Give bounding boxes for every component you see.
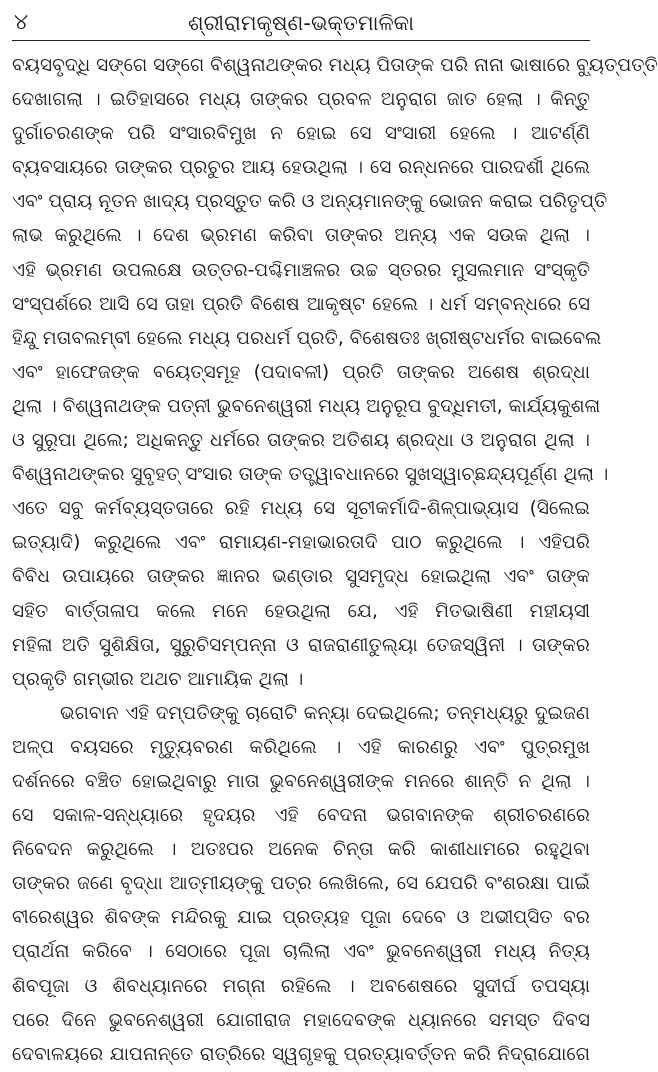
text-line: ଦୁର୍ଗାଚରଣଙ୍କ ପରି ସଂସାରବିମୁଖ ନ ହୋଇ ସେ ସଂସାରୀ ହେଲେ । ଆଟର୍ଣ୍ଣି — [12, 123, 590, 145]
text-line: ନିବେଦନ କରୁଥିଲେ । ଅତଃପର ଅନେକ ଚିନ୍ତା କରି କାଶୀଧାମରେ ରହୁଥିବା — [12, 839, 590, 861]
text-line: ଏବଂ ହାଫେଜଙ୍କ ବୟେତ୍‌ସମୂହ (ପଦାବଳୀ) ପ୍ରତି ତାଙ୍କର ଅଶେଷ ଶ୍ରଦ୍ଧା — [12, 361, 590, 383]
text-line: ଏତେ ସବୁ କର୍ମବ୍ୟସ୍ତତାରେ ରହି ମଧ୍ୟ ସେ ସୂଚୀକର୍ମାଦି-ଶିଳ୍ପାଭ୍ୟାସ (ସିଲେଇ — [12, 498, 590, 520]
text-line: ବିବିଧ ଉପାୟରେ ତାଙ୍କର ଜ୍ଞାନର ଭଣ୍ଡାର ସୁସମୃଦ୍ଧ ହୋଇଥିଲା ଏବଂ ତାଙ୍କ — [12, 566, 590, 588]
text-line: ପରେ ଦିନେ ଭୁବନେଶ୍ୱରୀ ଯୋଗୀରାଜ ମହାଦେବଙ୍କ ଧ୍ୟାନରେ ସମସ୍ତ ଦିବସ — [12, 1009, 590, 1031]
text-line: ମହିଳା ଅତି ସୁଶିକ୍ଷିତା, ସୁରୁଚିସମ୍ପନ୍ନା ଓ ରାଜରାଣୀତୁଲ୍ୟା ତେଜସ୍ୱିନୀ । ତାଙ୍କର — [12, 634, 590, 656]
text-line: ସହିତ ବାର୍ତ୍ତାଳାପ କଲେ ମନେ ହେଉଥିଲା ଯେ, ଏହି ମିତଭାଷିଣୀ ମହୀୟସୀ — [12, 600, 590, 622]
text-line: ପ୍ରାର୍ଥନା କରିବେ । ସେଠାରେ ପୂଜା ଚାଲିଲା ଏବଂ ଭୁବନେଶ୍ୱରୀ ମଧ୍ୟ ନିତ୍ୟ — [12, 941, 590, 963]
text-line: ଲାଭ କରୁଥିଲେ । ଦେଶ ଭ୍ରମଣ କରିବା ତାଙ୍କର ଅନ୍ୟ ଏକ ସଉକ ଥିଲା । — [12, 225, 590, 247]
text-line: ବୟସବୃଦ୍ଧି ସଙ୍ଗେ ସଙ୍ଗେ ବିଶ୍ୱନାଥଙ୍କର ମଧ୍ୟ ପିତାଙ୍କ ପରି ନାନା ଭାଷାରେ ବ୍ୟୁତ୍ପତ୍ତି — [12, 55, 658, 76]
text-line: ସଂସ୍ପର୍ଶରେ ଆସି ସେ ତାହା ପ୍ରତି ବିଶେଷ ଆକୃଷ୍ଟ ହେଲେ । ଧର୍ମ ସମ୍ବନ୍ଧରେ ସେ — [12, 293, 590, 315]
text-line: ଓ ସୁରୂପା ଥିଲେ; ଅଧିକନ୍ତୁ ଧର୍ମରେ ତାଙ୍କର ଅତିଶୟ ଶ୍ରଦ୍ଧା ଓ ଅନୁରାଗ ଥିଲା । — [12, 430, 590, 452]
text-line: ଥିଲା । ବିଶ୍ୱନାଥଙ୍କ ପତ୍ନୀ ଭୁବନେଶ୍ୱରୀ ମଧ୍ୟ ଅନୁରୂପ ବୁଦ୍ଧିମତୀ, କାର୍ଯ୍ୟକୁଶଳା — [12, 395, 601, 417]
text-line: ଶିବପୂଜା ଓ ଶିବଧ୍ୟାନରେ ମଗ୍ନା ରହିଲେ । ଅବଶେଷରେ ସୁଦୀର୍ଘ ତପସ୍ୟା — [12, 975, 590, 997]
text-line: ବ୍ୟବସାୟରେ ତାଙ୍କର ପ୍ରଚୁର ଆୟ ହେଉଥିଲା । ସେ ରନ୍ଧନରେ ପାରଦର୍ଶୀ ଥିଲେ — [12, 157, 590, 179]
text-line: ଏହି ଭ୍ରମଣ ଉପଲକ୍ଷେ ଉତ୍ତର-ପଶ୍ଚିମାଞ୍ଚଳର ଉଚ୍ଚ ସ୍ତରର ମୁସଲମାନ ସଂସ୍କୃତି — [12, 259, 590, 281]
text-line: ଦର୍ଶନରେ ବଞ୍ଚିତ ହୋଇଥିବାରୁ ମାତା ଭୁବନେଶ୍ୱରୀଙ୍କ ମନରେ ଶାନ୍ତି ନ ଥିଲା । — [12, 770, 590, 792]
text-line: ଦେଖାଗଲା । ଇତିହାସରେ ମଧ୍ୟ ତାଙ୍କର ପ୍ରବଳ ଅନୁରାଗ ଜାତ ହେଲା । କିନ୍ତୁ — [12, 89, 590, 111]
text-line: ସେ ସକାଳ-ସନ୍ଧ୍ୟାରେ ହୃଦୟର ଏହି ବେଦନା ଭଗବାନଙ୍କ ଶ୍ରୀଚରଣରେ — [12, 805, 590, 827]
text-line: ଇତ୍ୟାଦି) କରୁଥିଲେ ଏବଂ ରାମାୟଣ-ମହାଭାରତାଦି ପାଠ କରୁଥିଲେ । ଏହିପରି — [12, 532, 590, 554]
text-line: ତାଙ୍କର ଜଣେ ବୃଦ୍ଧା ଆତ୍ମୀୟଙ୍କୁ ପତ୍ର ଲେଖିଲେ, ସେ ଯେପରି ବଂଶରକ୍ଷା ପାଇଁ — [12, 873, 590, 895]
page-header — [12, 6, 590, 41]
running-title: ଶ୍ରୀରାମକୃଷ୍ଣ-ଭକ୍ତମାଳିକା — [188, 11, 414, 35]
text-line: ଅଳ୍ପ ବୟସରେ ମୃତ୍ୟୁବରଣ କରିଥିଲେ । ଏହି କାରଣରୁ ଏବଂ ପୁତ୍ରମୁଖ — [12, 736, 590, 758]
text-line: ବୀରେଶ୍ୱର ଶିବଙ୍କ ମନ୍ଦିରକୁ ଯାଇ ପ୍ରତ୍ୟହ ପୂଜା ଦେବେ ଓ ଅଭୀପ୍ସିତ ବର — [12, 907, 590, 929]
paragraph-1 — [12, 49, 658, 697]
text-line: ହିନ୍ଦୁ ମତାବଲମ୍ବୀ ହେଲେ ମଧ୍ୟ ପରଧର୍ମ ପ୍ରତି, ବିଶେଷତଃ ଖ୍ରୀଷ୍ଟଧର୍ମର ବାଇବେଲ — [12, 327, 602, 349]
text-line: ପ୍ରକୃତି ଗମ୍ଭୀର ଅଥଚ ଆମାୟିକ ଥିଲା । — [12, 668, 304, 690]
paragraph-2 — [12, 697, 590, 1072]
page-number: ୪ — [14, 10, 29, 35]
text-line: ଦେବାଳୟରେ ଯାପନାନ୍ତେ ରାତ୍ରିରେ ସ୍ୱଗୃହକୁ ପ୍ରତ୍ୟାବର୍ତ୍ତନ କରି ନିଦ୍ରାଯୋଗେ — [12, 1043, 590, 1065]
text-line: ବିଶ୍ୱନାଥଙ୍କର ସୁବୃହତ୍ ସଂସାର ତାଙ୍କ ତତ୍ତ୍ୱାବଧାନରେ ସୁଖସ୍ୱାଚ୍ଛନ୍ଦ୍ୟପୂର୍ଣ୍ଣ ଥିଲା । — [12, 464, 609, 486]
text-line: ଏବଂ ପ୍ରାୟ ନୂତନ ଖାଦ୍ୟ ପ୍ରସ୍ତୁତ କରି ଓ ଅନ୍ୟମାନଙ୍କୁ ଭୋଜନ କରାଇ ପରିତୃପ୍ତି — [12, 191, 608, 213]
text-line: ଭଗବାନ ଏହି ଦମ୍ପତିଙ୍କୁ ଚାରୋଟି କନ୍ୟା ଦେଇଥିଲେ; ତନ୍ମଧ୍ୟରୁ ଦୁଇଜଣ — [60, 702, 590, 724]
